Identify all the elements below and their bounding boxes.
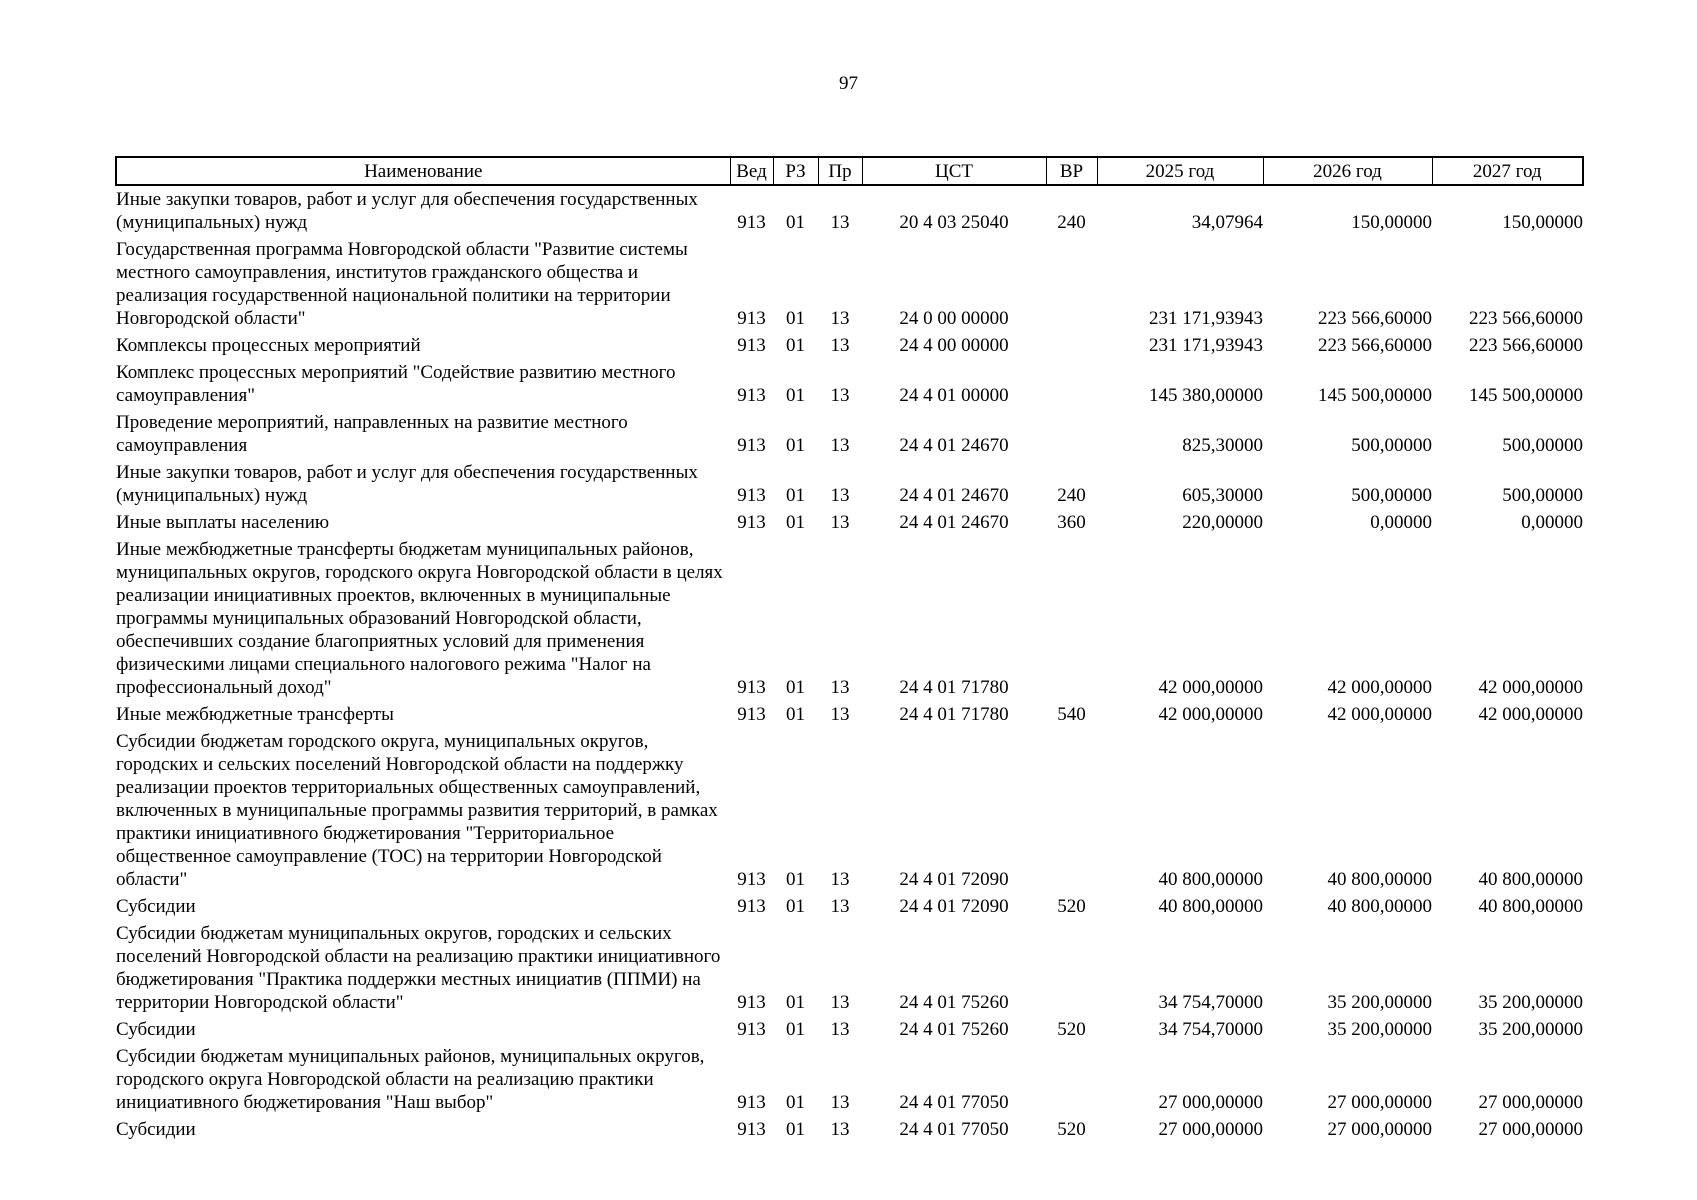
cell-pr: 13 <box>830 435 850 456</box>
cell-2025: 231 171,93943 <box>1149 335 1263 356</box>
header-pr: Пр <box>818 157 862 185</box>
cell-vr: 520 <box>1057 1019 1086 1040</box>
cell-2026: 42 000,00000 <box>1327 677 1432 698</box>
cell-vr: 360 <box>1057 512 1086 533</box>
cell-cst: 20 4 03 25040 <box>899 212 1009 233</box>
cell-ved: 913 <box>737 992 766 1013</box>
table-row <box>116 536 1583 701</box>
cell-vr <box>1046 920 1097 1016</box>
cell-cst: 24 4 01 24670 <box>899 485 1009 506</box>
cell-vr <box>1046 359 1097 409</box>
cell-rz: 01 <box>786 992 805 1013</box>
cell-2027: 35 200,00000 <box>1478 1019 1583 1040</box>
table-row <box>116 185 1583 236</box>
cell-rz: 01 <box>786 896 805 917</box>
cell-2027: 42 000,00000 <box>1478 677 1583 698</box>
cell-rz: 01 <box>786 435 805 456</box>
cell-vr: 240 <box>1057 485 1086 506</box>
cell-2027: 0,00000 <box>1521 512 1583 533</box>
cell-rz: 01 <box>786 1092 805 1113</box>
cell-2025: 34,07964 <box>1191 212 1263 233</box>
table-row <box>116 701 1583 728</box>
cell-2026: 223 566,60000 <box>1318 308 1432 329</box>
cell-2027: 500,00000 <box>1502 435 1583 456</box>
cell-cst: 24 4 01 75260 <box>899 1019 1009 1040</box>
cell-rz: 01 <box>786 1119 805 1140</box>
cell-pr: 13 <box>830 704 850 725</box>
cell-name: Комплексы процессных мероприятий <box>116 335 421 356</box>
cell-ved: 913 <box>737 677 766 698</box>
cell-ved: 913 <box>737 335 766 356</box>
cell-name: Субсидии <box>116 896 196 917</box>
cell-cst: 24 4 01 24670 <box>899 435 1009 456</box>
cell-rz: 01 <box>786 677 805 698</box>
cell-rz: 01 <box>786 704 805 725</box>
table-row <box>116 359 1583 409</box>
cell-2026: 35 200,00000 <box>1327 1019 1432 1040</box>
header-rz: РЗ <box>773 157 818 185</box>
cell-name: Иные закупки товаров, работ и услуг для обеспечения государственных (муниципальных) нужд <box>116 189 698 233</box>
cell-2026: 40 800,00000 <box>1327 896 1432 917</box>
cell-ved: 913 <box>737 1119 766 1140</box>
cell-vr <box>1046 332 1097 359</box>
cell-pr: 13 <box>830 1092 850 1113</box>
cell-ved: 913 <box>737 512 766 533</box>
cell-2025: 220,00000 <box>1182 512 1263 533</box>
cell-2027: 40 800,00000 <box>1478 896 1583 917</box>
cell-2027: 500,00000 <box>1502 485 1583 506</box>
cell-vr: 240 <box>1057 212 1086 233</box>
cell-rz: 01 <box>786 869 805 890</box>
cell-vr <box>1046 409 1097 459</box>
cell-cst: 24 4 01 72090 <box>899 896 1009 917</box>
cell-2027: 223 566,60000 <box>1469 308 1583 329</box>
cell-rz: 01 <box>786 1019 805 1040</box>
cell-pr: 13 <box>830 1019 850 1040</box>
cell-pr: 13 <box>830 677 850 698</box>
cell-2027: 27 000,00000 <box>1478 1119 1583 1140</box>
cell-2025: 27 000,00000 <box>1158 1119 1263 1140</box>
cell-name: Государственная программа Новгородской области "Развитие системы местного самоуправления, институтов гражданского общества и реализация государственной национальной политики на территории Новгородской области" <box>116 239 688 329</box>
cell-vr <box>1046 728 1097 893</box>
cell-vr: 540 <box>1057 704 1086 725</box>
cell-2027: 27 000,00000 <box>1478 1092 1583 1113</box>
cell-pr: 13 <box>830 385 850 406</box>
page-number: 97 <box>839 73 858 94</box>
table-row <box>116 409 1583 459</box>
header-ved: Вед <box>730 157 773 185</box>
cell-2026: 145 500,00000 <box>1318 385 1432 406</box>
table-body <box>116 185 1583 1143</box>
cell-cst: 24 4 01 71780 <box>899 704 1009 725</box>
cell-2025: 34 754,70000 <box>1158 1019 1263 1040</box>
cell-rz: 01 <box>786 335 805 356</box>
cell-ved: 913 <box>737 212 766 233</box>
cell-2025: 605,30000 <box>1182 485 1263 506</box>
cell-2025: 40 800,00000 <box>1158 896 1263 917</box>
cell-pr: 13 <box>830 212 850 233</box>
table-row <box>116 893 1583 920</box>
cell-name: Комплекс процессных мероприятий "Содействие развитию местного самоуправления" <box>116 362 676 406</box>
cell-ved: 913 <box>737 1092 766 1113</box>
cell-cst: 24 4 01 24670 <box>899 512 1009 533</box>
cell-cst: 24 4 01 71780 <box>899 677 1009 698</box>
cell-ved: 913 <box>737 485 766 506</box>
cell-pr: 13 <box>830 1119 850 1140</box>
cell-2025: 145 380,00000 <box>1149 385 1263 406</box>
cell-2026: 40 800,00000 <box>1327 869 1432 890</box>
cell-rz: 01 <box>786 512 805 533</box>
cell-rz: 01 <box>786 212 805 233</box>
cell-ved: 913 <box>737 308 766 329</box>
cell-2025: 40 800,00000 <box>1158 869 1263 890</box>
cell-2025: 27 000,00000 <box>1158 1092 1263 1113</box>
table-row <box>116 728 1583 893</box>
table-row <box>116 509 1583 536</box>
table-row <box>116 1043 1583 1116</box>
cell-2026: 42 000,00000 <box>1327 704 1432 725</box>
cell-cst: 24 4 00 00000 <box>899 335 1009 356</box>
cell-2026: 150,00000 <box>1351 212 1432 233</box>
cell-vr <box>1046 236 1097 332</box>
cell-vr: 520 <box>1057 1119 1086 1140</box>
cell-pr: 13 <box>830 512 850 533</box>
cell-pr: 13 <box>830 992 850 1013</box>
cell-cst: 24 4 01 77050 <box>899 1119 1009 1140</box>
cell-vr <box>1046 1043 1097 1116</box>
header-2025: 2025 год <box>1097 157 1263 185</box>
cell-ved: 913 <box>737 435 766 456</box>
cell-2026: 500,00000 <box>1351 435 1432 456</box>
cell-ved: 913 <box>737 1019 766 1040</box>
cell-2026: 35 200,00000 <box>1327 992 1432 1013</box>
cell-rz: 01 <box>786 308 805 329</box>
cell-2027: 35 200,00000 <box>1478 992 1583 1013</box>
cell-pr: 13 <box>830 896 850 917</box>
cell-pr: 13 <box>830 869 850 890</box>
cell-2025: 42 000,00000 <box>1158 677 1263 698</box>
cell-name: Субсидии бюджетам городского округа, муниципальных округов, городских и сельских поселений Новгородской области на поддержку реализации проектов территориальных общественных самоуправлений, включенных в муниципальные программы развития территорий, в рамках практики инициативного бюджетирования "Территориальное общественное самоуправление (ТОС) на территории Новгородской области" <box>116 731 718 890</box>
header-2027: 2027 год <box>1432 157 1583 185</box>
cell-rz: 01 <box>786 485 805 506</box>
cell-2027: 40 800,00000 <box>1478 869 1583 890</box>
cell-cst: 24 4 01 72090 <box>899 869 1009 890</box>
cell-vr <box>1046 536 1097 701</box>
cell-2026: 500,00000 <box>1351 485 1432 506</box>
cell-ved: 913 <box>737 704 766 725</box>
table-row <box>116 459 1583 509</box>
cell-ved: 913 <box>737 896 766 917</box>
cell-2025: 34 754,70000 <box>1158 992 1263 1013</box>
table-header-row <box>116 157 1583 185</box>
cell-2027: 223 566,60000 <box>1469 335 1583 356</box>
cell-2027: 42 000,00000 <box>1478 704 1583 725</box>
cell-cst: 24 4 01 77050 <box>899 1092 1009 1113</box>
table-row <box>116 920 1583 1016</box>
cell-vr: 520 <box>1057 896 1086 917</box>
cell-name: Субсидии бюджетам муниципальных районов, муниципальных округов, городского округа Новгородской области на реализацию практики инициативного бюджетирования "Наш выбор" <box>116 1046 705 1113</box>
cell-cst: 24 0 00 00000 <box>899 308 1009 329</box>
cell-ved: 913 <box>737 869 766 890</box>
cell-2026: 27 000,00000 <box>1327 1092 1432 1113</box>
cell-pr: 13 <box>830 335 850 356</box>
header-2026: 2026 год <box>1263 157 1432 185</box>
table-row <box>116 236 1583 332</box>
table-row <box>116 332 1583 359</box>
cell-name: Субсидии <box>116 1119 196 1140</box>
cell-pr: 13 <box>830 308 850 329</box>
cell-cst: 24 4 01 00000 <box>899 385 1009 406</box>
cell-pr: 13 <box>830 485 850 506</box>
budget-table <box>115 156 1584 1143</box>
cell-ved: 913 <box>737 385 766 406</box>
cell-name: Субсидии бюджетам муниципальных округов, городских и сельских поселений Новгородской области на реализацию практики инициативного бюджетирования "Практика поддержки местных инициатив (ППМИ) на территории Новгородской области" <box>116 923 721 1013</box>
header-cst: ЦСТ <box>862 157 1046 185</box>
header-name: Наименование <box>116 157 730 185</box>
cell-2027: 150,00000 <box>1502 212 1583 233</box>
cell-2027: 145 500,00000 <box>1469 385 1583 406</box>
cell-2026: 223 566,60000 <box>1318 335 1432 356</box>
cell-2026: 0,00000 <box>1370 512 1432 533</box>
cell-2025: 825,30000 <box>1182 435 1263 456</box>
table-row <box>116 1016 1583 1043</box>
cell-name: Проведение мероприятий, направленных на развитие местного самоуправления <box>116 412 628 456</box>
cell-2025: 231 171,93943 <box>1149 308 1263 329</box>
cell-name: Иные межбюджетные трансферты <box>116 704 394 725</box>
cell-2026: 27 000,00000 <box>1327 1119 1432 1140</box>
cell-name: Иные межбюджетные трансферты бюджетам муниципальных районов, муниципальных округов, городского округа Новгородской области в целях реализации инициативных проектов, включенных в муниципальные программы муниципальных образований Новгородской области, обеспечивших создание благоприятных условий для применения физическими лицами специального налогового режима "Налог на профессиональный доход" <box>116 539 723 698</box>
cell-2025: 42 000,00000 <box>1158 704 1263 725</box>
cell-name: Иные выплаты населению <box>116 512 330 533</box>
cell-cst: 24 4 01 75260 <box>899 992 1009 1013</box>
table-row <box>116 1116 1583 1143</box>
cell-name: Иные закупки товаров, работ и услуг для обеспечения государственных (муниципальных) нужд <box>116 462 698 506</box>
header-vr: ВР <box>1046 157 1097 185</box>
cell-rz: 01 <box>786 385 805 406</box>
cell-name: Субсидии <box>116 1019 196 1040</box>
